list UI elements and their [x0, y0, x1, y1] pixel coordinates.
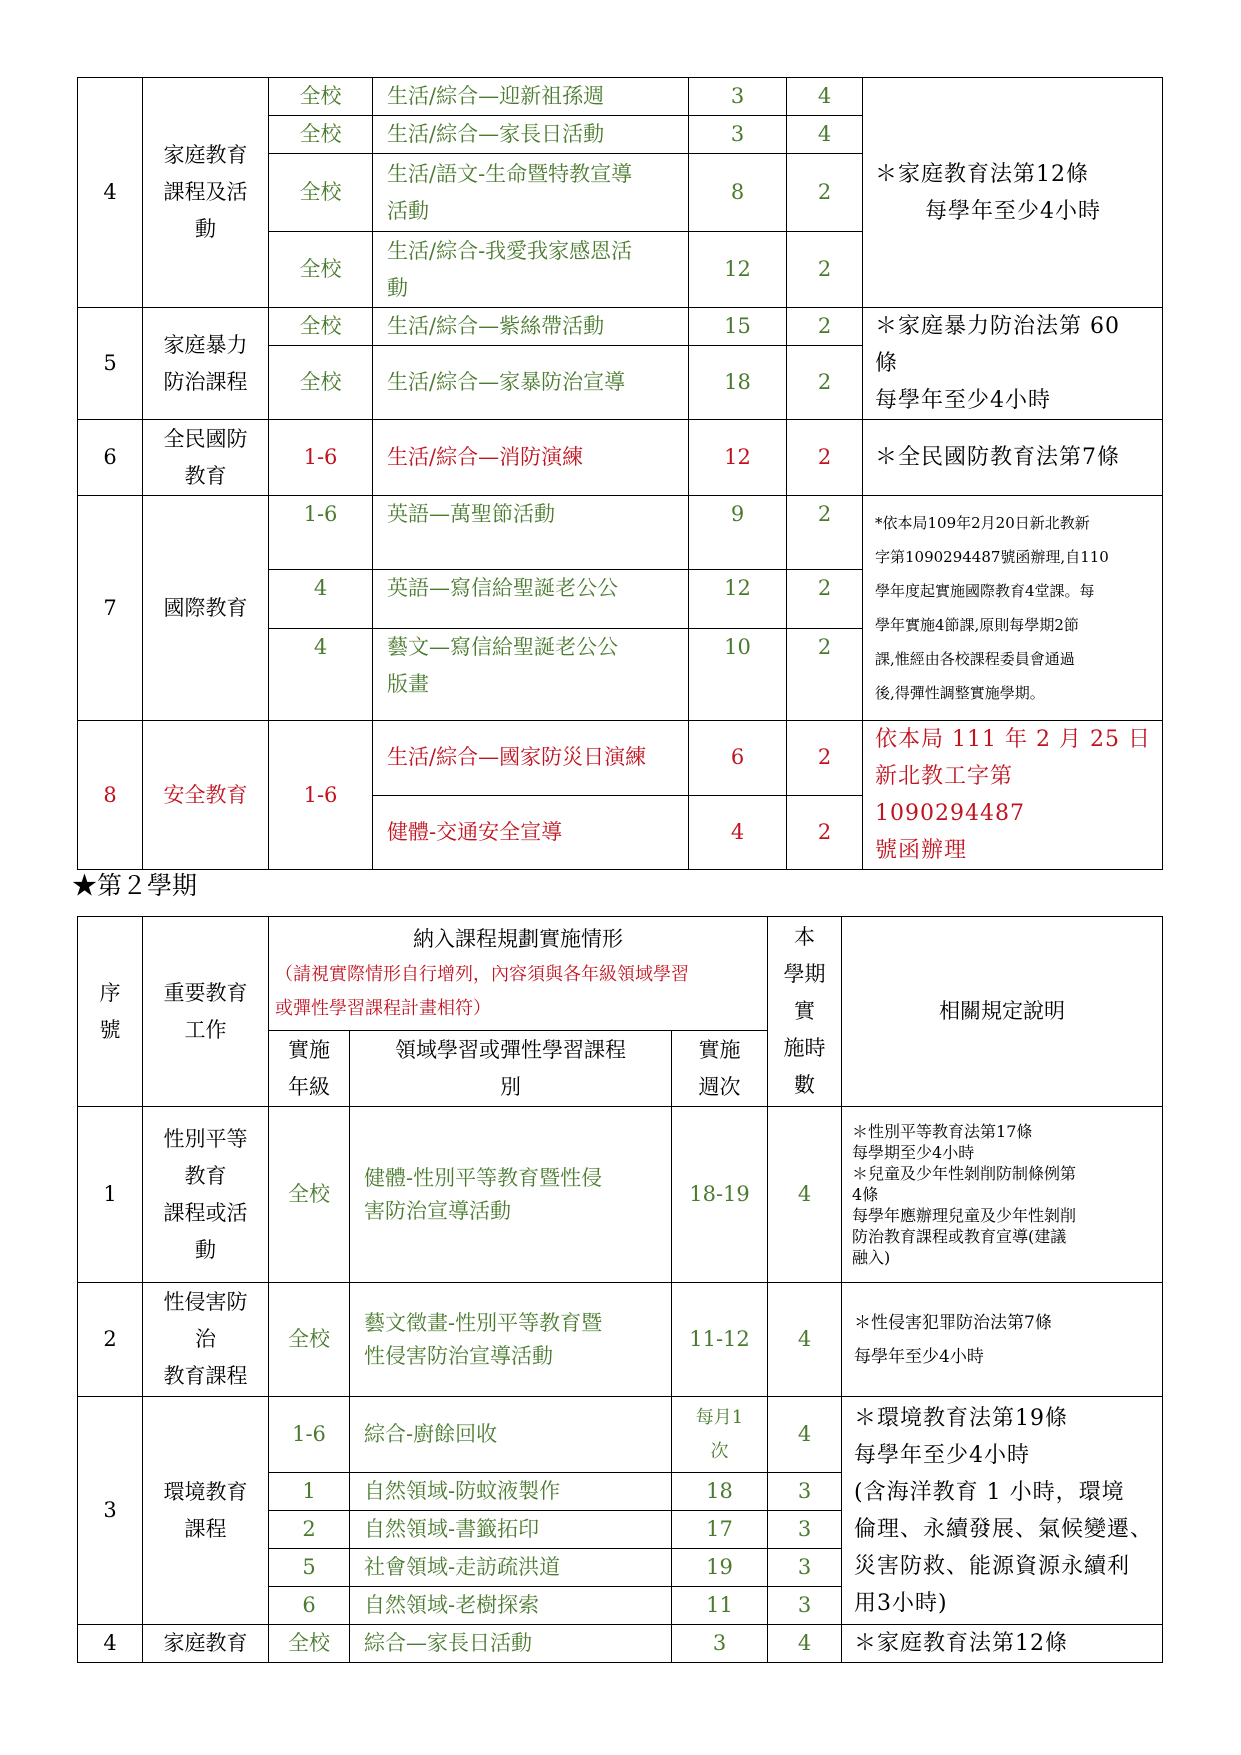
week-cell: 4: [689, 795, 787, 870]
header-hours: 本 學期 實 施時 數: [768, 917, 842, 1107]
course-cell: 藝文徵畫-性別平等教育暨 性侵害防治宣導活動: [350, 1283, 672, 1397]
course-cell: 藝文—寫信給聖誕老公公 版畫: [373, 629, 689, 721]
course-cell: 生活/語文-生命暨特教宣導 活動: [373, 154, 689, 232]
semester2-title: ★第２學期: [72, 871, 198, 900]
grade-cell: 全校: [269, 1283, 350, 1397]
course-cell: 生活/綜合—迎新祖孫週: [373, 78, 689, 116]
row-number: 2: [78, 1283, 143, 1397]
header-rule: 相關規定說明: [842, 917, 1163, 1107]
rule-cell: ＊全民國防教育法第7條: [863, 420, 1163, 496]
row-number: 7: [78, 496, 143, 721]
grade-cell: 1: [269, 1473, 350, 1511]
header-week: 實施 週次: [672, 1031, 768, 1107]
course-cell: 自然領域-書籤拓印: [350, 1511, 672, 1549]
course-cell: 生活/綜合—國家防災日演練: [373, 721, 689, 796]
grade-cell: 2: [269, 1511, 350, 1549]
course-cell: 自然領域-防蚊液製作: [350, 1473, 672, 1511]
hours-cell: 4: [768, 1397, 842, 1473]
hours-cell: 4: [768, 1625, 842, 1663]
topic-cell: 性別平等 教育 課程或活 動: [143, 1107, 269, 1283]
grade-cell: 5: [269, 1549, 350, 1587]
row-number: 6: [78, 420, 143, 496]
course-cell: 英語—寫信給聖誕老公公: [373, 570, 689, 629]
header-row: [78, 917, 1163, 1031]
row-number: 5: [78, 308, 143, 420]
table-row: [78, 1625, 1163, 1663]
grade-cell: 4: [269, 629, 373, 721]
row-number: 3: [78, 1397, 143, 1625]
course-cell: 健體-性別平等教育暨性侵 害防治宣導活動: [350, 1107, 672, 1283]
course-cell: 生活/綜合-我愛我家感恩活 動: [373, 232, 689, 308]
week-cell: 9: [689, 496, 787, 570]
course-cell: 自然領域-老樹探索: [350, 1587, 672, 1625]
course-cell: 健體-交通安全宣導: [373, 795, 689, 870]
hours-cell: 2: [787, 232, 863, 308]
hours-cell: 2: [787, 154, 863, 232]
rule-cell: ＊家庭教育法第12條: [842, 1625, 1163, 1663]
hours-cell: 4: [787, 78, 863, 116]
hours-cell: 2: [787, 308, 863, 346]
hours-cell: 2: [787, 629, 863, 721]
hours-cell: 2: [787, 721, 863, 796]
grade-cell: 全校: [269, 1625, 350, 1663]
week-cell: 12: [689, 420, 787, 496]
row-number: 8: [78, 721, 143, 870]
rule-cell: 依本局 111 年 2 月 25 日 新北教工字第1090294487 號函辦理: [863, 721, 1163, 870]
hours-cell: 2: [787, 346, 863, 420]
week-cell: 15: [689, 308, 787, 346]
week-cell: 10: [689, 629, 787, 721]
course-cell: 生活/綜合—紫絲帶活動: [373, 308, 689, 346]
rule-cell: ＊家庭教育法第12條 每學年至少4小時: [863, 78, 1163, 308]
hours-cell: 3: [768, 1587, 842, 1625]
grade-cell: 1-6: [269, 496, 373, 570]
grade-cell: 1-6: [269, 721, 373, 870]
semester2-table: [77, 916, 1163, 1663]
week-cell: 18-19: [672, 1107, 768, 1283]
grade-cell: 全校: [269, 308, 373, 346]
table-row: [78, 1397, 1163, 1473]
table-row: [78, 78, 1163, 116]
table-row: [78, 420, 1163, 496]
grade-cell: 全校: [269, 116, 373, 154]
grade-cell: 全校: [269, 1107, 350, 1283]
week-cell: 11: [672, 1587, 768, 1625]
week-cell: 3: [689, 116, 787, 154]
week-cell: 6: [689, 721, 787, 796]
row-number: 4: [78, 1625, 143, 1663]
week-cell: 每月1 次: [672, 1397, 768, 1473]
grade-cell: 6: [269, 1587, 350, 1625]
rule-cell: ＊性侵害犯罪防治法第7條 每學年至少4小時: [842, 1283, 1163, 1397]
course-cell: 生活/綜合—家長日活動: [373, 116, 689, 154]
table-row: [78, 1283, 1163, 1397]
hours-cell: 4: [787, 116, 863, 154]
week-cell: 17: [672, 1511, 768, 1549]
week-cell: 19: [672, 1549, 768, 1587]
week-cell: 3: [689, 78, 787, 116]
rule-cell: ＊環境教育法第19條 每學年至少4小時 (含海洋教育 1 小時，環境 倫理、永續發展、氣候變遷、 災害防救、能源資源永續利 用3小時): [842, 1397, 1163, 1625]
hours-cell: 2: [787, 420, 863, 496]
week-cell: 18: [672, 1473, 768, 1511]
topic-cell: 家庭教育 課程及活 動: [143, 78, 269, 308]
rule-cell: ＊性別平等教育法第17條 每學期至少4小時 ＊兒童及少年性剝削防制條例第 4條 每學年應辦理兒童及少年性剝削 防治教育課程或教育宣導(建議 融入): [842, 1107, 1163, 1283]
week-cell: 18: [689, 346, 787, 420]
week-cell: 8: [689, 154, 787, 232]
hours-cell: 2: [787, 795, 863, 870]
semester1-table: [77, 77, 1163, 870]
row-number: 4: [78, 78, 143, 308]
course-cell: 綜合-廚餘回收: [350, 1397, 672, 1473]
header-grade: 實施 年級: [269, 1031, 350, 1107]
course-cell: 生活/綜合—消防演練: [373, 420, 689, 496]
course-cell: 生活/綜合—家暴防治宣導: [373, 346, 689, 420]
week-cell: 12: [689, 570, 787, 629]
hours-cell: 2: [787, 496, 863, 570]
table-row: [78, 1107, 1163, 1283]
table-row: [78, 496, 1163, 570]
hours-cell: 2: [787, 570, 863, 629]
topic-cell: 全民國防 教育: [143, 420, 269, 496]
grade-cell: 全校: [269, 154, 373, 232]
course-cell: 社會領域-走訪疏洪道: [350, 1549, 672, 1587]
topic-cell: 性侵害防 治 教育課程: [143, 1283, 269, 1397]
grade-cell: 全校: [269, 346, 373, 420]
topic-cell: 環境教育 課程: [143, 1397, 269, 1625]
header-plan: 納入課程規劃實施情形 （請視實際情形自行增列，內容須與各年級領域學習 或彈性學習課程計畫相符）: [269, 917, 768, 1031]
header-course: 領域學習或彈性學習課程 別: [350, 1031, 672, 1107]
hours-cell: 3: [768, 1549, 842, 1587]
grade-cell: 4: [269, 570, 373, 629]
course-cell: 綜合—家長日活動: [350, 1625, 672, 1663]
hours-cell: 4: [768, 1107, 842, 1283]
hours-cell: 3: [768, 1511, 842, 1549]
week-cell: 12: [689, 232, 787, 308]
topic-cell: 家庭暴力 防治課程: [143, 308, 269, 420]
topic-cell: 家庭教育: [143, 1625, 269, 1663]
grade-cell: 全校: [269, 78, 373, 116]
grade-cell: 1-6: [269, 1397, 350, 1473]
grade-cell: 1-6: [269, 420, 373, 496]
topic-cell: 國際教育: [143, 496, 269, 721]
row-number: 1: [78, 1107, 143, 1283]
header-topic: 重要教育 工作: [143, 917, 269, 1107]
hours-cell: 3: [768, 1473, 842, 1511]
hours-cell: 4: [768, 1283, 842, 1397]
grade-cell: 全校: [269, 232, 373, 308]
topic-cell: 安全教育: [143, 721, 269, 870]
table-row: [78, 721, 1163, 796]
header-no: 序 號: [78, 917, 143, 1107]
course-cell: 英語—萬聖節活動: [373, 496, 689, 570]
table-row: [78, 308, 1163, 346]
week-cell: 11-12: [672, 1283, 768, 1397]
rule-cell: ＊家庭暴力防治法第 60 條 每學年至少4小時: [863, 308, 1163, 420]
week-cell: 3: [672, 1625, 768, 1663]
rule-cell: *依本局109年2月20日新北教新 字第1090294487號函辦理,自110 學年度起實施國際教育4堂課。每 學年實施4節課,原則每學期2節 課,惟經由各校課程委員會通過 後,得彈性調整實施學期。: [863, 496, 1163, 721]
